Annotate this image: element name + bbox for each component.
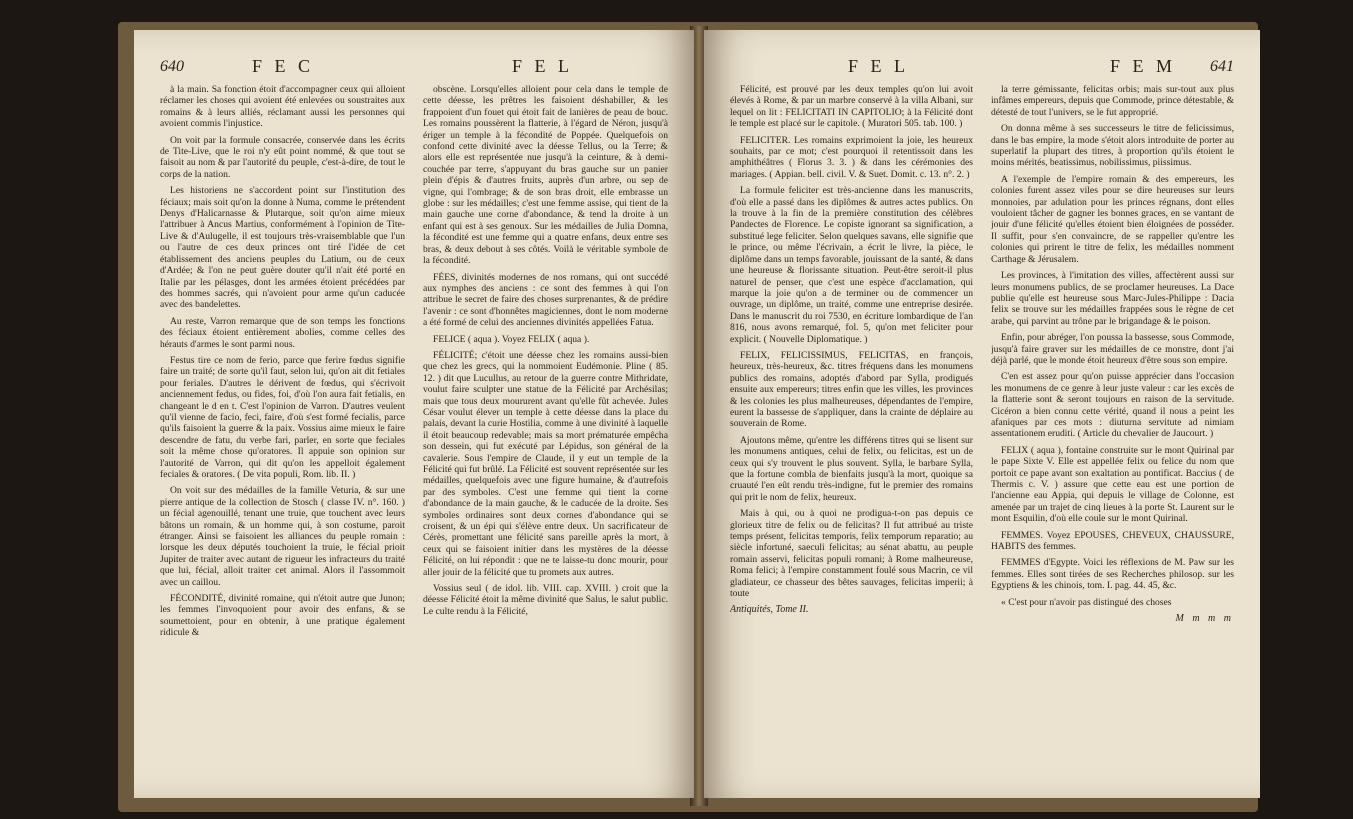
left-page-text <box>160 84 668 786</box>
paragraph: FÉCONDITÉ, divinité romaine, qui n'étoit autre que Junon; les femmes l'invoquoient pour avoir des enfans, & se soumettoient, pour en obtenir, à une pratique également ridicule & <box>160 593 405 639</box>
paragraph: Les provinces, à l'imitation des villes, affectèrent aussi sur leurs monumens publics, de se proclamer heureuses. La Dace publie qu'elle est heureuse sous Marc-Jules-Philippe : Dacia felix se trouve sur les médailles frappées sous le règne de cet arabe, qui parvint au trône par le brigandage & le poison. <box>991 270 1234 327</box>
paragraph: FEMMES d'Egypte. Voici les réflexions de M. Paw sur les femmes. Elles sont tirées de ses Recherches philosop. sur les Egyptiens & les chinois, tom. I. pag. 44. 45, &c. <box>991 557 1234 592</box>
page-number: 640 <box>160 58 184 75</box>
paragraph: FELIX ( aqua ), fontaine construite sur le mont Quirinal par le pape Sixte V. Elle est appellée felix ou felice du nom que portoit ce pape avant son exaltation au pontificat. Baccius ( de Thermis c. V. ) assure que cette eau est une portion de l'ancienne eau Appia, qui depuis le village de Colonne, est amenée par un trajet de cinq lieues à la porte St. Laurent sur le mont Esquilin, d'où elle coule sur le mont Quirinal. <box>991 444 1234 525</box>
paragraph: C'en est assez pour qu'on puisse apprécier dans l'occasion les monumens de ce genre à leur juste valeur : car les excès de la flatterie sont & seront toujours en raison de la servitude. Cicéron a bien connu cette vérité, quand il nous a peint les afaniques par ces mots : diuturna servitute ad nimiam assentationem eruditi. ( Article du chevalier de Jaucourt. ) <box>991 371 1234 440</box>
text-column <box>160 84 405 786</box>
paragraph: Félicité, est prouvé par les deux temples qu'on lui avoit élevés à Rome, & par un marbre conservé à la villa Albani, sur lequel on lit : FELICITATI IN CAPITOLIO; à la Félicité dont le temple est placé sur le capitole. ( Muratori 505. tab. 100. ) <box>730 84 973 130</box>
footer-catchword: M m m m <box>1175 613 1234 625</box>
paragraph: FELICE ( aqua ). Voyez FELIX ( aqua ). <box>433 333 590 345</box>
paragraph: On voit par la formule consacrée, conservée dans les écrits de Tite-Live, que le roi n'y eût point nommé, & que tout se faisoit au nom & par l'autorité du peuple, c'est-à-dire, de tout le corps de la nation. <box>160 134 405 180</box>
right-page <box>704 30 1260 798</box>
running-head: F E C <box>252 56 315 76</box>
paragraph: la terre gémissante, felicitas orbis; mais sur-tout aux plus infâmes empereurs, depuis que Commode, prince détestable, & détesté de tout l'univers, se le fut approprié. <box>991 84 1234 118</box>
paragraph: Au reste, Varron remarque que de son temps les fonctions des féciaux étoient entièrement abolies, comme celles des hérauts d'armes le sont parmi nous. <box>160 315 405 350</box>
paragraph: FÉES, divinités modernes de nos romans, qui ont succédé aux nymphes des anciens : ce sont des femmes à qui l'on attribue le secret de faire des choses surprenantes, & de prédire l'avenir : ce sont d'honnêtes magiciennes, dont le nom moderne a été formé de celui des anciennes divinités appellées Fatua. <box>423 271 668 329</box>
paragraph: A l'exemple de l'empire romain & des empereurs, les colonies furent assez viles pour se dire heureuses sur leurs monnoies, par adulation pour les princes régnans, dont elles vouloient tâcher de gagner les bonnes graces, en se vantant de jouir d'une félicité qu'elles étoient bien éloignées de posséder. Il suffit, pour s'en convaincre, de se rappeller qu'entre les colonies qui prirent le titre de felix, les médailles nomment Carthage & Jérusalem. <box>991 173 1234 265</box>
paragraph: Ajoutons même, qu'entre les différens titres qui se lisent sur les monumens antiques, celui de felix, ou felicitas, est un de ceux qui s'y trouvent le plus souvent. Sylla, le barbare Sylla, que la fortune combla de bienfaits jusqu'à la mort, quoique sa cruauté l'en eût rendu très-indigne, fut le premier des romains qui prit le nom de felix, heureux. <box>730 434 973 503</box>
running-head: F E M <box>1110 56 1177 76</box>
text-column <box>423 84 668 786</box>
paragraph: « C'est pour n'avoir pas distingué des choses <box>1001 596 1172 608</box>
running-head: F E L <box>512 56 574 76</box>
paragraph: On donna même à ses successeurs le titre de felicissimus, dans le bas empire, la mode s'étoit alors introduite de porter au superlatif la plupart des titres, à proportion qu'ils étoient le moins mérités, beatissimus, nobilissimus, piissimus. <box>991 123 1234 169</box>
text-column <box>730 84 973 786</box>
paragraph: FÉLICITÉ; c'étoit une déesse chez les romains aussi-bien que chez les grecs, qui la nommoient Eudémonie. Pline ( 85. 12. ) dit que Lucullus, au retour de la guerre contre Mithridate, voulut faire sculpter une statue de la Félicité par Archésilas; mais que tous deux moururent avant qu'elle fût achevée. Jules César voulut élever un temple à cette déesse dans la place du palais, devant la curie Hostilia, comme à une divinité à laquelle il étoit beaucoup redevable; mais sa mort prématurée empêcha son dessein, qui fut exécuté par Lépidus, son général de la cavalerie. Sous l'empire de Claude, il y eut un temple de la Félicité qui fut brûlé. La Félicité est souvent représentée sur les médailles, quelquefois avec une figure humaine, & d'autrefois par des symboles. C'est une femme qui tient la corne d'abondance de la main gauche, & le caducée de la droite. Ses symboles ordinaires sont deux cornes d'abondance qui se croisent, & un épi qui s'élève entre deux. Un sacrificateur de Cérès, promettant une félicité sans pareille après la mort, à ceux qui se faisoient initier dans les mystères de la déesse Félicité, on lui répondit : que ne te laisse-tu donc mourir, pour aller jouir de la félicité que tu promets aux autres. <box>423 349 668 578</box>
paragraph: FEMMES. Voyez EPOUSES, CHEVEUX, CHAUSSURE, HABITS des femmes. <box>991 529 1234 553</box>
right-page-text <box>730 84 1234 786</box>
paragraph: obscène. Lorsqu'elles alloient pour cela dans le temple de cette déesse, les prêtres les faisoient déshabiller, & les frappoient d'un fouet qui étoit fait de lanières de peau de bouc. Les romains poussèrent la flatterie, à l'égard de Néron, jusqu'à ériger un temple à la fécondité de Poppée. Quelquefois on confond cette divinité avec la déesse Tellus, ou la Terre; & alors elle est représentée nue jusqu'à la ceinture, & à demi-couchée par terre, s'appuyant du bras gauche sur un panier plein d'épis & d'autres fruits, auprès d'un arbre, ou sep de vigne, qui l'ombrage; & de son bras droit, elle embrasse un globe : sur les médailles; c'est une femme assise, qui tient de la main gauche une corne d'abondance, & tend la droite à un enfant qui est à ses genoux. Sur les médailles de Julia Domna, la fécondité est une femme qui a quatre enfans, deux entre ses bras, & deux debout à ses côtés. Voilà le véritable symbole de la fécondité. <box>423 84 668 267</box>
left-page-header <box>160 54 668 82</box>
paragraph: FELIX, FELICISSIMUS, FELICITAS, en françois, heureux, très-heureux, &c. titres fréquens dans les monumens publics des romains, adoptés d'abord par Sylla, prodigués ensuite aux empereurs; titres enfin que les villes, les provinces & les colonies les plus malheureuses, dépendantes de l'empire, eurent la bassesse de s'appliquer, dans la crainte de déplaire au souverain de Rome. <box>730 349 973 430</box>
paragraph: Vossius seul ( de idol. lib. VIII. cap. XVIII. ) croit que la déesse Félicité étoit la même divinité que Salus, le salut public. Le culte rendu à la Félicité, <box>423 583 668 617</box>
right-page-header <box>730 54 1234 82</box>
paragraph: Les historiens ne s'accordent point sur l'institution des féciaux; mais soit qu'on la donne à Numa, comme le prétendent Denys d'Halicarnasse & Plutarque, soit qu'on aime mieux l'attribuer à Ancus Martius, conformément à l'opinion de Tite-Live & d'Aulugelle, il est toujours très-vraisemblable que l'un ou l'autre de ces deux princes ont tiré l'idée de cet établissement des anciens peuples du Latium, ou de ceux d'Ardée; & l'on ne peut guère douter qu'il n'ait été porté en Italie par les pélasges, dont les armées étoient précédées par des hommes sacrés, qui n'avoient pour arme qu'un caducée avec des bandelettes. <box>160 185 405 311</box>
paragraph: Festus tire ce nom de ferio, parce que ferire fœdus signifie faire un traité; de sorte qu'il faut, selon lui, qu'on ait dit fetiales pour feriales. D'autres le dérivent de fœdus, qui s'écrivoit anciennement fedus, ou fides, foi, d'où l'on aura fait fetialis, en changeant le d en t. C'est l'opinion de Varron. D'autres veulent qu'il vienne de facio, feci, faire, d'où s'est formé fecialis, parce qu'ils faisoient la guerre & la paix. Vossius aime mieux le faire descendre de fatu, du verbe fari, parler, en sorte que feciales soit la même chose qu'oratores. Il appuie son opinion sur l'autorité de Varron, qui dit qu'on les appelloit également feciales & oratores. ( De vita populi, Rom. lib. II. ) <box>160 354 405 480</box>
paragraph: La formule feliciter est très-ancienne dans les manuscrits, d'où elle a passé dans les diplômes & autres actes publics. On la trouve à la fin de la première constitution des célèbres Pandectes de Florence. Le copiste ignorant sa signification, a substitué lege feliciter. Selon quelques savans, elle signifie que le prince, ou même l'écrivain, a écrit le livre, la pièce, le diplôme dans un temps favorable, jouissant de la santé, & dans une heureuse & florissante situation. Peut-être seroit-il plus naturel de penser, que c'est une espèce d'acclamation, qui marque la joie qu'on a de terminer ou de commencer un ouvrage, un diplôme, un traité, comme une entreprise desirée. Dans le manuscrit du roi 7530, en écriture lombardique de l'an 816, nous avons remarqué, fol. 5, qu'on met feliciter pour explicit. ( Nouvelle Diplomatique. ) <box>730 185 973 345</box>
paragraph: FELICITER. Les romains exprimoient la joie, les heureux souhaits, par ce mot; c'est pourquoi il retentissoit dans les amphithéâtres ( Florus 3. 3. ) & dans les cérémonies des mariages. ( Appian. bell. civil. V. & Suet. Domit. c. 13. n°. 2. ) <box>730 134 973 180</box>
paragraph: Enfin, pour abréger, l'on poussa la bassesse, sous Commode, jusqu'à faire graver sur les médailles de ce monstre, dont j'ai déjà parlé, que le monde étoit heureux d'être sous son empire. <box>991 332 1234 366</box>
paragraph: On voit sur des médailles de la famille Veturia, & sur une pierre antique de la collection de Stosch ( classe IV. n°. 160. ) un fécial agenouillé, tenant une truie, que touchent avec leurs bâtons un romain, & un homme qui, à son costume, paroit étranger. Ainsi se faisoient les alliances du peuple romain : lorsque les deux députés touchoient la truie, le fécial prioit Jupiter de traiter avec autant de rigueur les infracteurs du traité que lui, fécial, alloit traiter cet animal. Alors il l'assommoit avec un caillou. <box>160 485 405 588</box>
page-number: 641 <box>1210 58 1234 75</box>
running-head: F E L <box>848 56 910 76</box>
text-column <box>991 84 1234 786</box>
footer-signature: Antiquités, Tome II. <box>730 604 809 616</box>
paragraph: Mais à qui, ou à quoi ne prodigua-t-on pas depuis ce glorieux titre de felix ou de felicitas? Il fut attribué au triste temps présent, felicitas temporis, felix temporum reparatio; au siècle infortuné, saeculi felicitas; au sénat abattu, au peuple romain asservi, felicitas populi romani; à Rome malheureuse, Roma felici; à l'empire constamment foulé sous Macrin, ce vil gladiateur, ce chasseur des bêtes sauvages, felicitas imperii; à toute <box>730 508 973 600</box>
left-page <box>134 30 694 798</box>
paragraph: à la main. Sa fonction étoit d'accompagner ceux qui alloient réclamer les choses qui avoient été enlevées ou soustraites aux romains & à leurs alliés, réclamant aussi les personnes qui avoient commis l'injustice. <box>160 84 405 130</box>
